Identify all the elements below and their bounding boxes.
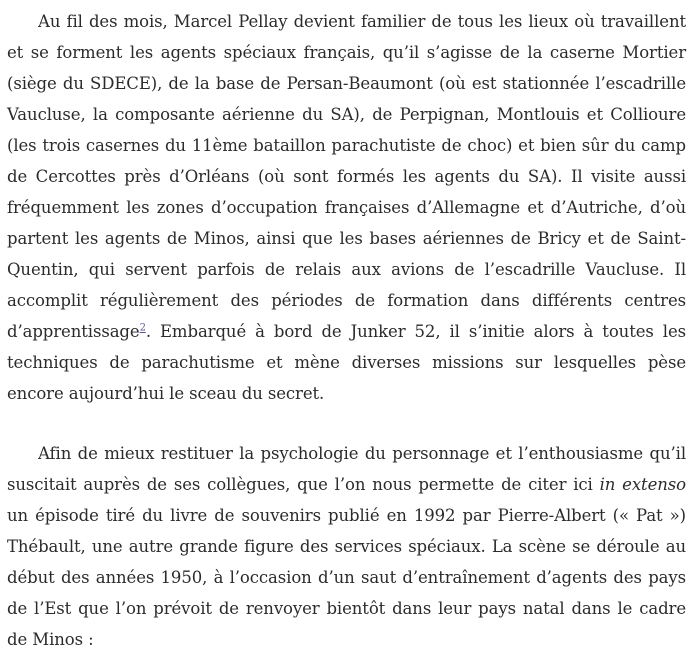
footnote-link[interactable]: 2 — [139, 322, 146, 334]
italic-phrase: in extenso — [599, 475, 686, 494]
paragraph-2-text-cont: un épisode tiré du livre de souvenirs publié en 1992 par Pierre-Albert (« Pat ») Thébault, une autre grande figure des services spéciaux. La scène se déroule au début des années 1950, à l’occasion d’un saut d’entraînement d’agents des pays de l’Est que l’on prévoit de renvoyer bientôt dans leur pays natal dans le cadre de Minos : — [7, 506, 686, 649]
paragraph-2-text: Afin de mieux restituer la psychologie du personnage et l’enthousiasme qu’il suscitait auprès de ses collègues, que l’on nous permette de citer ici — [7, 444, 686, 494]
paragraph-1-text: Au fil des mois, Marcel Pellay devient familier de tous les lieux où travaillent et se forment les agents spéciaux français, qu’il s’agisse de la caserne Mortier (siège du SDECE), de la base de Persan-Beaumont (où est stationnée l’escadrille Vaucluse, la composante aérienne du SA), de Perpignan, Montlouis et Collioure (les trois casernes du 11ème bataillon parachutiste de choc) et bien sûr du camp de Cercottes près d’Orléans (où sont formés les agents du SA). Il visite aussi fréquemment les zones d’occupation françaises d’Allemagne et d’Autriche, d’où partent les agents de Minos, ainsi que les bases aériennes de Bricy et de Saint-Quentin, qui servent parfois de relais aux avions de l’escadrille Vaucluse. Il accomplit régulièrement des périodes de formation dans différents centres d’apprentissage — [7, 12, 686, 341]
paragraph-thebault-quote-intro — [7, 438, 686, 655]
paragraph-pellay-training — [7, 6, 686, 409]
paragraph-1-text-cont: . Embarqué à bord de Junker 52, il s’initie alors à toutes les techniques de parachutisme et mène diverses missions sur lesquelles pèse encore aujourd’hui le sceau du secret. — [7, 322, 686, 403]
